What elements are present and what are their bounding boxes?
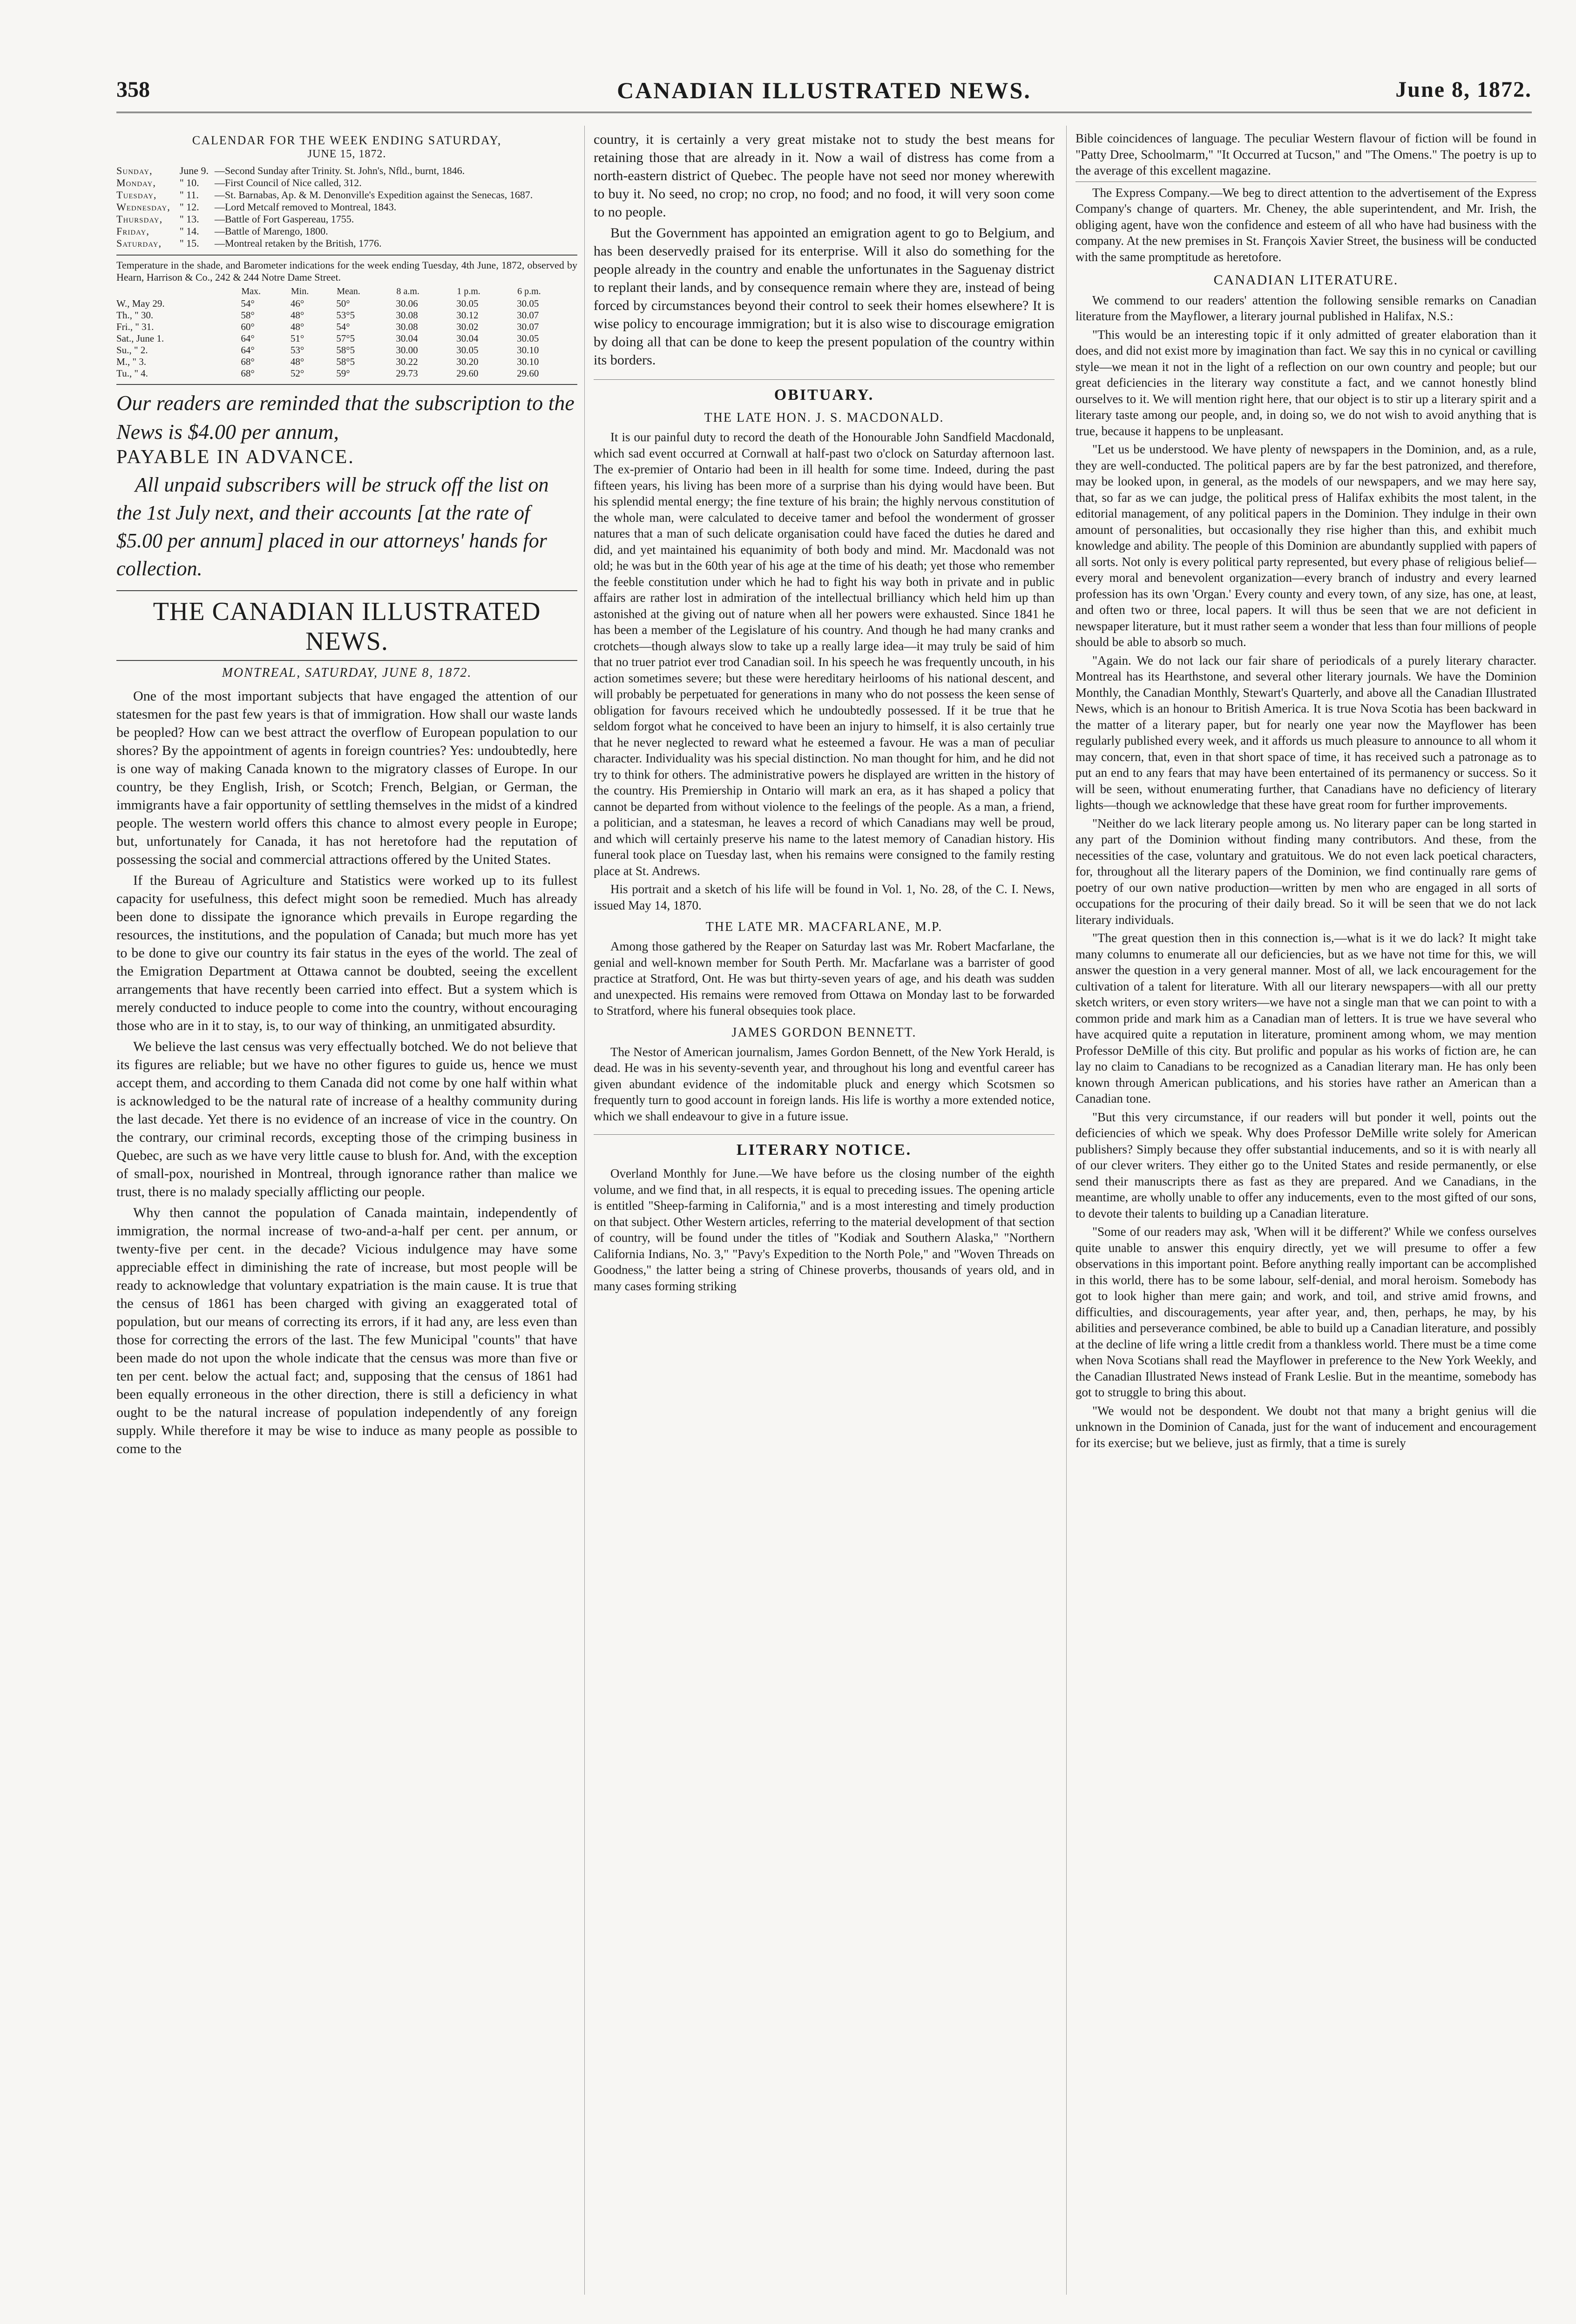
literary-notice-heading: LITERARY NOTICE. bbox=[594, 1134, 1055, 1159]
temperature-cell: 30.00 bbox=[396, 344, 418, 356]
calendar-day: Sunday, bbox=[116, 165, 153, 176]
editorial-continuation: country, it is certainly a very great mistake not to study the best means for retaining those that are already in it. Now a wail of distress has come from a north-eastern district of Quebec. The people have not seed nor money wherewith to buy it. No seed, no crop; no crop, no food; and no food, it will very soon come to no people. bbox=[594, 132, 1055, 220]
editorial-paragraph: If the Bureau of Agriculture and Statistics were worked up to its fullest capacity for usefulness, this defect might soon be remedied. Much has already been done to dissipate the ignorance which prevails in Europe regarding the resources, the institutions, and the population of Canada; but much more has yet to be done to give our country its fair status in the eyes of the world. The zeal of the Emigration Department at Ottawa cannot be doubted, seeing the excellent arrangements that have recently been carried into effect. But a system which is merely conducted to induce people to come into the country, without encouraging those who are in it to stay, is, to our way of thinking, an unmitigated absurdity. bbox=[116, 873, 577, 1033]
column-3 bbox=[1075, 130, 1536, 2295]
temperature-cell: 30.08 bbox=[396, 310, 418, 321]
temperature-cell: 52° bbox=[290, 368, 304, 379]
temperature-cell: 30.08 bbox=[396, 321, 418, 332]
calendar-day: Thursday, bbox=[116, 213, 163, 225]
temperature-column-header: Mean. bbox=[337, 286, 360, 296]
temperature-cell: 30.07 bbox=[517, 321, 539, 332]
temperature-cell: 54° bbox=[241, 298, 255, 309]
calendar-day: Tuesday, bbox=[116, 189, 157, 201]
temperature-cell: 57°5 bbox=[336, 333, 355, 344]
calendar-row bbox=[116, 177, 577, 189]
temperature-cell: 60° bbox=[241, 321, 255, 332]
calendar-row bbox=[116, 238, 577, 250]
editorial-title: THE CANADIAN ILLUSTRATED NEWS. bbox=[116, 590, 577, 661]
masthead: CANADIAN ILLUSTRATED NEWS. bbox=[617, 77, 1031, 103]
literature-paragraph: "Let us be understood. We have plenty of newspapers in the Dominion, and, as a rule, they are well-conducted. The political papers are by far the best patronized, and therefore, may be looked upon, in general, as the models of our newspapers, and we may here say, that, so far as we can judge, the political press of Halifax exhibits the most talent, in the editorial management, of any political papers in the Dominion. They indulge in their own amount of personalities, but occasionally they rise higher than this, and exhibit much knowledge and ability. The people of this Dominion are abundantly supplied with papers of all sorts. Not only is every political party represented, but every phase of religious belief—every moral and benevolent organization—every branch of industry and every learned profession has its own 'Organ.' Every county and every town, of any size, has one, at least, and often two or three, local papers. It will thus be seen that we are not deficient in newspaper literature, but it must rather seem a wonder that less than four millions of people should be able to absorb so much. bbox=[1075, 442, 1536, 649]
issue-date: June 8, 1872. bbox=[1395, 77, 1532, 102]
calendar-date: June 9. bbox=[179, 165, 209, 176]
calendar-row bbox=[116, 226, 577, 238]
literary-notice-paragraph: Overland Monthly for June.—We have before us the closing number of the eighth volume, and we find that, in all respects, it is equal to preceding issues. The opening article is entitled "Sheep-farming in California," and is a most interesting and timely production on that subject. Other Western articles, referring to the material development of that section of country, will be found under the titles of "Kodiak and Southern Alaska," "Northern California Indians, No. 3," "Pavy's Expedition to the North Pole," and "Woven Threads on Goodness," the latter being a string of Chinese proverbs, thousands of years old, and in many cases forming striking bbox=[594, 1166, 1055, 1293]
calendar-event: —St. Barnabas, Ap. & M. Denonville's Expedition against the Senecas, 1687. bbox=[214, 189, 533, 201]
temperature-cell: 30.06 bbox=[396, 298, 418, 309]
column-divider bbox=[584, 126, 585, 2295]
temperature-row bbox=[116, 356, 577, 368]
calendar-date: " 12. bbox=[179, 201, 199, 213]
literature-paragraph: "But this very circumstance, if our readers will but ponder it well, points out the deficiencies of which we speak. Why does Professor DeMille write solely for American publishers? Simply because they offer substantial inducements, and so it is with nearly all of our clever writers. They either go to the United States and reside permanently, or else send their manuscripts there as fast as they are prepared. And we Canadians, in the meantime, are wholly unable to offer any inducements, even to the most gifted of our sons, to devote their talents to building up a Canadian literature. bbox=[1075, 1110, 1536, 1220]
temperature-cell: 30.05 bbox=[456, 344, 479, 356]
calendar-date: " 14. bbox=[179, 225, 199, 237]
temperature-cell: Fri., " 31. bbox=[116, 321, 154, 332]
literature-intro: We commend to our readers' attention the following sensible remarks on Canadian literature from the Mayflower, a literary journal published in Halifax, N.S.: bbox=[1075, 293, 1536, 323]
temperature-cell: Su., " 2. bbox=[116, 344, 148, 356]
temperature-cell: 48° bbox=[290, 310, 304, 321]
literature-paragraph: "Neither do we lack literary people among us. No literary paper can be long started in any part of the Dominion without finding many contributors. And these, from the necessities of the case, voluntary and gratuitous. We do not even lack poetical characters, for, throughout all the literary papers of the Dominion, we find continually rare gems of poetry of our own native production—written by men who are engaged in all sorts of occupations for the procuring of their daily bread. So it will be seen that we do not lack literary individuals. bbox=[1075, 816, 1536, 927]
temperature-intro: Temperature in the shade, and Barometer indications for the week ending Tuesday, 4th June, 1872, observed by Hearn, Harrison & Co., 242 & 244 Notre Dame Street. bbox=[116, 259, 577, 283]
calendar-date: " 15. bbox=[179, 237, 199, 249]
calendar-event: —Battle of Marengo, 1800. bbox=[214, 225, 328, 237]
editorial-paragraph: We believe the last census was very effectually botched. We do not believe that its figures are reliable; but we have no other figures to guide us, hence we must accept them, and according to them Canada did not come by one half within what is acknowledged to be the natural rate of increase of a healthy community during the last decade. Yet there is no evidence of an increase of vice in the country. On the contrary, our criminal records, excepting those of the crimping business in Quebec, are such as we have very little cause to blush for. And, with the exception of small-pox, nourished in Montreal, through ignorance rather than malice we trust, there is no malady specially afflicting our people. bbox=[116, 1039, 577, 1199]
literature-paragraph: "This would be an interesting topic if it only admitted of greater elaboration than it does, and did not exist more by imagination than fact. We say this in no cynical or cavilling style—we mean it not in the light of a reflection on our own country and people; but our great deficiencies in the literary way constitute a fact, and we cannot honestly blind ourselves to it. We will mention right here, that our object is to stir up a literary spirit and a literary taste among our people, and, in doing so, we do not wish to avoid anything that is true, because it happens to be unpleasant. bbox=[1075, 327, 1536, 438]
temperature-cell: 30.04 bbox=[456, 333, 479, 344]
obituary-paragraph: It is our painful duty to record the death of the Honourable John Sandfield Macdonald, which sad event occurred at Cornwall at half-past two o'clock on Saturday afternoon last. The ex-premier of Ontario had been in ill health for some time. Indeed, during the past fifteen years, his living has been more of a surprise than his dying would have been. But his splendid mental energy; the fine texture of his brain; the highly nervous constitution of the whole man, were calculated to deceive tamer and befool the wonderment of grosser natures that a man of such delicate organisation could have faced the duties he dared and did, and yet maintained his equanimity of both body and mind. Mr. Macdonald was not old; he was but in the 60th year of his age at the time of his death; yet those who remember the feeble constitution under which he had to fight his way both in private and in public affairs are rather lost in admiration of the intellectual brilliancy which held him up than astonished at the giving out of nature when all her powers were exhausted. Since 1841 he has been a member of the Legislature of his country. And though he had many cranks and crotchets—though always slow to take up a really large idea—it may truly be said of him that no truer patriot ever trod Canadian soil. In his speech he was frequently uncouth, in his action sometimes severe; but these were hereditary heirlooms of his national descent, and will probably be perpetuated for generations in many who do not possess the keen sense of obligation for favours received which he undoubtedly possessed. If it be true that he seldom forgot what he conceived to have been an injury to himself, it is also certainly true that he never neglected to reward what he esteemed a favour. He was a man of peculiar character. Individuality was his special distinction. No man thought for him, and he did not try to think for others. The administrative powers he displayed are written in the history of the country. His Premiership in Ontario will mark an era, as it has shaped a policy that cannot be departed from without violence to the feelings of the people. As a man, a friend, a politician, and a statesman, he leaves a record of which Canadians may well be proud, and which will certainly preserve his name to the latest memory of Canadian history. His funeral took place on Tuesday last, when his remains were consigned to the family resting place at St. Andrews. bbox=[594, 430, 1055, 878]
temperature-cell: 48° bbox=[290, 356, 304, 367]
temperature-cell: 30.04 bbox=[396, 333, 418, 344]
page-number: 358 bbox=[116, 77, 150, 102]
temperature-cell: 30.07 bbox=[517, 310, 539, 321]
editorial-paragraph: Why then cannot the population of Canada maintain, independently of immigration, the normal increase of two-and-a-half per cent. per annum, or twenty-five per cent. in the decade? Vicious indulgence may have some appreciable effect in diminishing the rate of increase, but most people will be ready to acknowledge that voluntary expatriation is the main cause. It is true that the census of 1861 has been charged with giving an exaggerated total of population, but our means of correcting its errors, if it had any, are less even than those for correcting the errors of the last. The few Municipal "counts" that have been made do not upon the whole indicate that the census was more than five or ten per cent. below the actual fact; and, supposing that the census of 1861 had been equally erroneous in the other direction, there is still a deficiency in what ought to be the natural increase of population independently of any foreign supply. While therefore it may be wise to induce as many people as possible to come to the bbox=[116, 1205, 577, 1456]
calendar-event: —Montreal retaken by the British, 1776. bbox=[214, 237, 382, 249]
calendar-row bbox=[116, 202, 577, 214]
calendar-table bbox=[116, 165, 577, 250]
temperature-cell: 58°5 bbox=[336, 356, 355, 367]
obituary-paragraph: Among those gathered by the Reaper on Saturday last was Mr. Robert Macfarlane, the genial and well-known member for South Perth. Mr. Macfarlane was a barrister of good practice at Stratford, Ont. He was but thirty-seven years of age, and his death was sudden and unexpected. His remains were removed from Ottawa on Monday last to be forwarded to Stratford, where his funeral obsequies took place. bbox=[594, 939, 1055, 1017]
header-rule bbox=[116, 112, 1532, 113]
temperature-row bbox=[116, 298, 577, 310]
temperature-cell: 29.73 bbox=[396, 368, 418, 379]
literature-paragraph: "Again. We do not lack our fair share of periodicals of a purely literary character. Montreal has its Hearthstone, and several other literary journals. We have the Dominion Monthly, the Canadian Monthly, Stewart's Quarterly, and above all the Canadian Illustrated News, which is an honour to British America. It is true Nova Scotia has been backward in the matter of a literary paper, but for nearly one year now the Mayflower has been regularly published every week, and it affords us much pleasure to announce to all whom it may concern, that, even in that short space of time, it has received such a patronage as to put an end to any fears that may have been entertained of its permanency or success. So it will be seen, without enumerating further, that Canadians have no deficiency of literary lights—though we acknowledge that these have great room for further improvements. bbox=[1075, 653, 1536, 812]
calendar-day: Saturday, bbox=[116, 237, 162, 249]
calendar-date: " 13. bbox=[179, 213, 199, 225]
temperature-cell: 59° bbox=[336, 368, 350, 379]
temperature-cell: 29.60 bbox=[517, 368, 539, 379]
temperature-table bbox=[116, 285, 577, 379]
temperature-cell: 54° bbox=[336, 321, 350, 332]
obituary-paragraph: The Nestor of American journalism, James Gordon Bennett, of the New York Herald, is dead. He was in his seventy-seventh year, and throughout his long and eventful career has given abundant evidence of the indomitable pluck and energy which Scotsmen so frequently turn to good account in foreign lands. His life is worthy a more extended notice, which we shall endeavour to give in a future issue. bbox=[594, 1044, 1055, 1123]
temperature-column-header: Max. bbox=[241, 286, 261, 296]
calendar-day: Monday, bbox=[116, 177, 156, 189]
temperature-row bbox=[116, 321, 577, 333]
macfarlane-heading: THE LATE MR. MACFARLANE, M.P. bbox=[705, 920, 943, 934]
temperature-cell: Tu., " 4. bbox=[116, 368, 148, 379]
literary-continuation: Bible coincidences of language. The peculiar Western flavour of fiction will be found in "Patty Dree, Schoolmarm," "It Occurred at Tucson," and "The Omens." The poetry is up to the average of this excellent magazine. bbox=[1075, 131, 1536, 177]
temperature-cell: 64° bbox=[241, 333, 255, 344]
temperature-cell: M., " 3. bbox=[116, 356, 146, 367]
editorial-dateline: MONTREAL, SATURDAY, JUNE 8, 1872. bbox=[222, 666, 472, 680]
temperature-header-row bbox=[116, 285, 577, 298]
temperature-cell: 50° bbox=[336, 298, 350, 309]
calendar-row bbox=[116, 165, 577, 177]
temperature-cell: 30.05 bbox=[517, 333, 539, 344]
temperature-cell: 58°5 bbox=[336, 344, 355, 356]
temperature-cell: Th., " 30. bbox=[116, 310, 154, 321]
temperature-cell: 30.05 bbox=[456, 298, 479, 309]
bennett-heading: JAMES GORDON BENNETT. bbox=[731, 1025, 917, 1040]
temperature-column-header: 8 a.m. bbox=[396, 286, 419, 296]
divider bbox=[116, 255, 577, 256]
canadian-literature-heading: CANADIAN LITERATURE. bbox=[1213, 272, 1399, 288]
subscription-notice: Our readers are reminded that the subscription to the News is $4.00 per annum, bbox=[116, 391, 575, 444]
calendar-row bbox=[116, 214, 577, 226]
temperature-cell: 30.10 bbox=[517, 356, 539, 367]
temperature-cell: 30.10 bbox=[517, 344, 539, 356]
column-divider bbox=[1066, 126, 1067, 2295]
temperature-row bbox=[116, 368, 577, 379]
temperature-row bbox=[116, 344, 577, 356]
temperature-cell: 68° bbox=[241, 356, 255, 367]
column-1 bbox=[116, 130, 577, 2295]
calendar-subtitle: JUNE 15, 1872. bbox=[307, 148, 386, 160]
temperature-cell: W., May 29. bbox=[116, 298, 165, 309]
column-2 bbox=[594, 130, 1055, 2295]
temperature-cell: 30.02 bbox=[456, 321, 479, 332]
calendar-event: —First Council of Nice called, 312. bbox=[214, 177, 362, 189]
calendar-event: —Second Sunday after Trinity. St. John's, Nfld., burnt, 1846. bbox=[214, 165, 465, 176]
temperature-cell: 51° bbox=[290, 333, 304, 344]
temperature-cell: 30.20 bbox=[456, 356, 479, 367]
temperature-cell: 64° bbox=[241, 344, 255, 356]
editorial-paragraph: One of the most important subjects that have engaged the attention of our statesmen for the past few years is that of immigration. How shall our waste lands be peopled? How can we best attract the overflow of European population to our shores? By the appointment of agents in foreign countries? Yes: undoubtedly, here is one way of making Canada known to the migratory classes of Europe. In our country, be they English, Irish, or Scotch; French, Belgian, or German, the immigrants have a fair opportunity of settling themselves in the midst of a kindred people. The western world offers this chance to almost every people in Europe; but, unfortunately for Canada, it has not heretofore had the reputation of possessing the social and commercial attractions offered by the United States. bbox=[116, 688, 577, 867]
calendar-day: Wednesday, bbox=[116, 201, 170, 213]
literature-paragraph: "Some of our readers may ask, 'When will it be different?' While we confess ourselves quite unable to answer this enquiry directly, yet we will presume to offer a few observations in this important point. Before anything really important can be accomplished in this world, there has to be some labour, self-denial, and moral heroism. Somebody has got to look higher than mere gain; and work, and toil, and strive amid frowns, and difficulties, and discouragements, year after year, and, then, perhaps, he may, by his abilities and perseverance combined, be able to build up a Canadian literature, and possibly at the decline of life wring a little credit from a thankless world. There must be a time come when Nova Scotians shall read the Mayflower in preference to the New York Weekly, and the Canadian Illustrated News instead of Frank Leslie. But in the meantime, somebody has got to struggle to bring this about. bbox=[1075, 1225, 1536, 1399]
temperature-cell: 53°5 bbox=[336, 310, 355, 321]
payable-notice: PAYABLE IN ADVANCE. bbox=[116, 446, 355, 468]
temperature-cell: Sat., June 1. bbox=[116, 333, 164, 344]
temperature-cell: 30.12 bbox=[456, 310, 479, 321]
calendar-event: —Lord Metcalf removed to Montreal, 1843. bbox=[214, 201, 397, 213]
temperature-cell: 46° bbox=[290, 298, 304, 309]
macdonald-heading: THE LATE HON. J. S. MACDONALD. bbox=[704, 411, 944, 425]
divider bbox=[116, 384, 577, 385]
temperature-row bbox=[116, 310, 577, 321]
temperature-cell: 30.22 bbox=[396, 356, 418, 367]
literature-paragraph: "We would not be despondent. We doubt not that many a bright genius will die unknown in the Dominion of Canada, just for the want of inducement and encouragement for its exercise; but we believe, just as firmly, that a time is surely bbox=[1075, 1403, 1536, 1450]
obituary-heading: OBITUARY. bbox=[594, 379, 1055, 404]
temperature-column-header: 1 p.m. bbox=[457, 286, 480, 296]
temperature-row bbox=[116, 333, 577, 344]
temperature-cell: 29.60 bbox=[456, 368, 479, 379]
unpaid-notice: All unpaid subscribers will be struck off the list on the 1st July next, and their accounts [at the rate of $5.00 per annum] placed in our attorneys' hands for collection. bbox=[116, 473, 549, 580]
temperature-column-header: Min. bbox=[291, 286, 309, 296]
temperature-cell: 58° bbox=[241, 310, 255, 321]
editorial-paragraph: But the Government has appointed an emigration agent to go to Belgium, and has been deservedly praised for its enterprise. Will it also do something for the people already in the country and enable the unfortunates in the Saguenay district to replant their lands, and by consequence remain where they are, instead of being forced by circumstances beyond their control to seek their homes elsewhere? It is wise policy to encourage immigration; but it is also wise to discourage emigration by doing all that can be done to keep the present population of the country within its borders. bbox=[594, 225, 1055, 368]
temperature-column-header: 6 p.m. bbox=[517, 286, 541, 296]
temperature-cell: 30.05 bbox=[517, 298, 539, 309]
calendar-date: " 10. bbox=[179, 177, 199, 189]
obituary-paragraph: His portrait and a sketch of his life will be found in Vol. 1, No. 28, of the C. I. News, issued May 14, 1870. bbox=[594, 882, 1055, 912]
temperature-cell: 68° bbox=[241, 368, 255, 379]
express-paragraph: The Express Company.—We beg to direct attention to the advertisement of the Express Company's change of quarters. Mr. Cheney, the able superintendent, and Mr. Irish, the obliging agent, have won the confidence and esteem of all who have had business with the company. At the new premises in St. François Xavier Street, the business will be conducted with the same promptitude as heretofore. bbox=[1075, 185, 1536, 264]
calendar-title: CALENDAR FOR THE WEEK ENDING SATURDAY, bbox=[192, 134, 502, 147]
temperature-cell: 48° bbox=[290, 321, 304, 332]
page-header bbox=[116, 77, 1532, 114]
temperature-cell: 53° bbox=[290, 344, 304, 356]
temperature-column-header bbox=[116, 285, 241, 298]
calendar-date: " 11. bbox=[179, 189, 199, 201]
calendar-day: Friday, bbox=[116, 225, 149, 237]
literature-paragraph: "The great question then in this connection is,—what is it we do lack? It might take many columns to enumerate all our deficiencies, but as we have not time for this, we will answer the question in a very general manner. Most of all, we lack encouragement for the cultivation of a talent for literature. With all our literary newspapers—with all our pretty sketch writers, or even story writers—we have not a single man that we can point to with a common pride and mark him as a Canadian man of letters. It is true we have several who have acquired quite a reputation in literature, prominent among whom, we may mention Professor DeMille of this city. But prolific and popular as his works of fiction are, he can lay no claim to Canadians to be recognized as a Canadian literary man. He has only been known through American publications, and his stories have rather an American than a Canadian tone. bbox=[1075, 931, 1536, 1105]
calendar-event: —Battle of Fort Gaspereau, 1755. bbox=[214, 213, 354, 225]
calendar-row bbox=[116, 189, 577, 202]
